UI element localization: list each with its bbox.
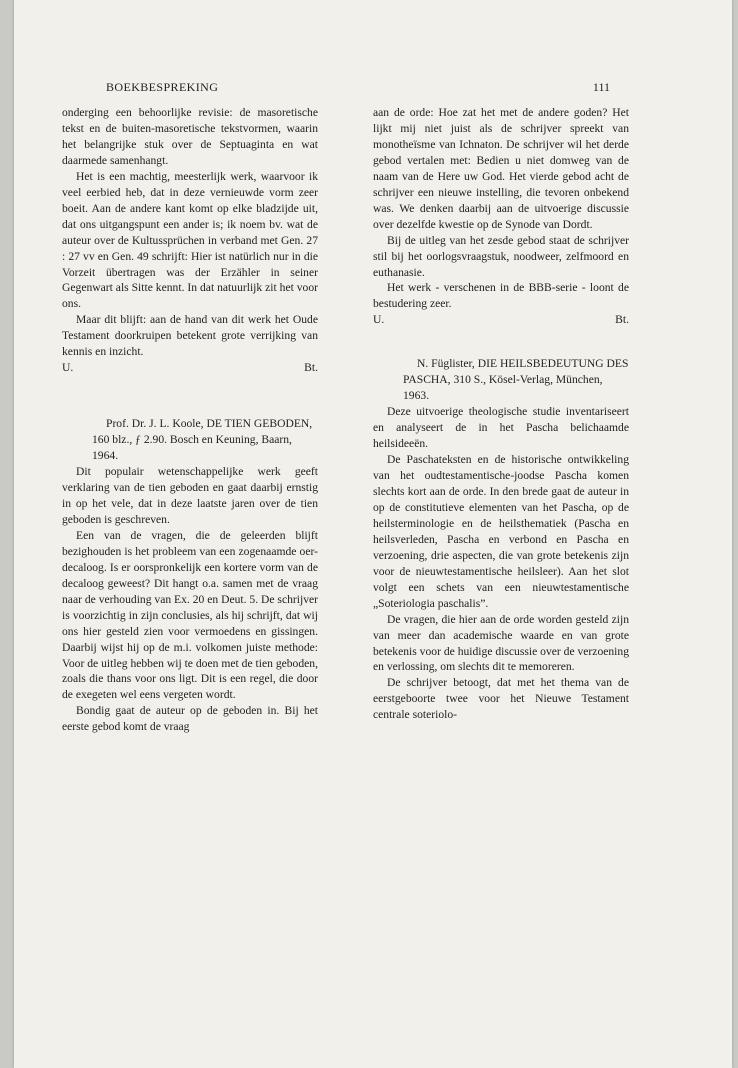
paragraph: Maar dit blijft: aan de hand van dit werk het Oude Testament doorkruipen betekent grote verrijking van kennis en inzicht. [62,313,318,359]
paragraph: Dit populair wetenschappelijke werk geeft verklaring van de tien geboden en gaat daarbij ernstig in op het vele, dat in deze laatste jaren over de tien geboden is geschreven. [62,465,318,526]
book-page [14,0,732,1068]
paragraph: aan de orde: Hoe zat het met de andere goden? Het lijkt mij niet juist als de schrijver spreekt van monotheïsme van Ichnaton. De schrijver wil het derde gebod vertalen met: Bedien u niet domweg van de naam van de Here uw God. Het vierde gebod acht de schrijver een nieuwe instelling, die tevoren onbekend was. We denken daarbij aan de uitvoerige discussie over dezelfde kwestie op de Synode van Dordt. [373,106,629,231]
running-header [106,80,610,98]
signature-initial: U. [373,313,385,327]
paragraph: Bondig gaat de auteur op de geboden in. Bij het eerste gebod komt de vraag [62,704,318,734]
review-signature [373,312,629,328]
paragraph: De schrijver betoogt, dat met het thema van de eerstgeboorte twee voor het Nieuwe Testament centrale soteriolo- [373,676,629,722]
right-column [373,105,629,723]
paragraph: onderging een behoorlijke revisie: de masoretische tekst en de buiten-masoretische tekstvormen, waarin het belangrijke stuk over de Septuaginta en wat daarmede samenhangt. [62,106,318,167]
running-title: BOEKBESPREKING [106,80,219,94]
review-signature [62,360,318,376]
paragraph: De Paschateksten en de historische ontwikkeling van het oudtestamentische-joodse Pascha komen slechts kort aan de orde. In den brede gaat de auteur in op de constitutieve elementen van het Pascha, op de heilsterminologie en de heilsthematiek (Pascha en heilsverleden, Pascha en verbond en Pascha en verzoening, drie aspecten, die van grote betekenis zijn voor de nieuwtestamentische heilsleer). Aan het slot volgt een schets van een nieuwtestamentische „Soteriologia paschalis”. [373,453,629,610]
review-heading: N. Füglister, DIE HEILSBEDEUTUNG DES PASCHA, 310 S., Kösel-Verlag, München, 1963. [403,357,629,403]
paragraph: Het werk - verschenen in de BBB-serie - loont de bestudering zeer. [373,281,629,311]
left-column [62,105,318,735]
paragraph: Deze uitvoerige theologische studie inventariseert en analyseert de in het Pascha belichaamde heilsideeën. [373,405,629,451]
page-number: 111 [592,80,610,94]
signature-initial: U. [62,361,74,375]
signature-author: Bt. [304,361,318,375]
paragraph: Het is een machtig, meesterlijk werk, waarvoor ik veel eerbied heb, dat in deze vernieuwde vorm zeer boeit. Aan de andere kant komt op elke bladzijde uit, dat ons uitgangspunt een ander is; ik noem bv. wat de auteur over de Kultussprüchen in verband met Gen. 27 : 27 vv en Gen. 49 schrijft: Hier ist natürlich nur in die Vorzeit übertragen was der Erzähler in seiner Gegenwart als Sitte kennt. In dat natuurlijk zit het voor ons. [62,169,318,311]
paragraph: Een van de vragen, die de geleerden blijft bezighouden is het probleem van een zogenaamde oer-decaloog. Is er oorspronkelijk een kortere vorm van de decaloog geweest? Dit hangt o.a. samen met de vraag naar de verhouding van Ex. 20 en Deut. 5. De schrijver is voorzichtig in zijn conclusies, als hij schrijft, dat wij ons hier gesteld zien voor vermoedens en gissingen. Daarbij wijst hij op de m.i. volkomen juiste methode: Voor de uitleg hebben wij te doen met de tien geboden, zoals die thans voor ons ligt. Dit is een regel, die door de exegeten wel eens vergeten wordt. [62,528,318,702]
review-heading: Prof. Dr. J. L. Koole, DE TIEN GEBODEN, 160 blz., ƒ 2.90. Bosch en Keuning, Baarn, 1964. [92,417,313,463]
paragraph: De vragen, die hier aan de orde worden gesteld zijn van meer dan academische waarde en van grote betekenis voor de huidige discussie over de verzoening en verlossing, om slechts dit te memoreren. [373,612,629,674]
paragraph: Bij de uitleg van het zesde gebod staat de schrijver stil bij het oorlogsvraagstuk, noodweer, zelfmoord en euthanasie. [373,233,629,279]
signature-author: Bt. [615,313,629,327]
